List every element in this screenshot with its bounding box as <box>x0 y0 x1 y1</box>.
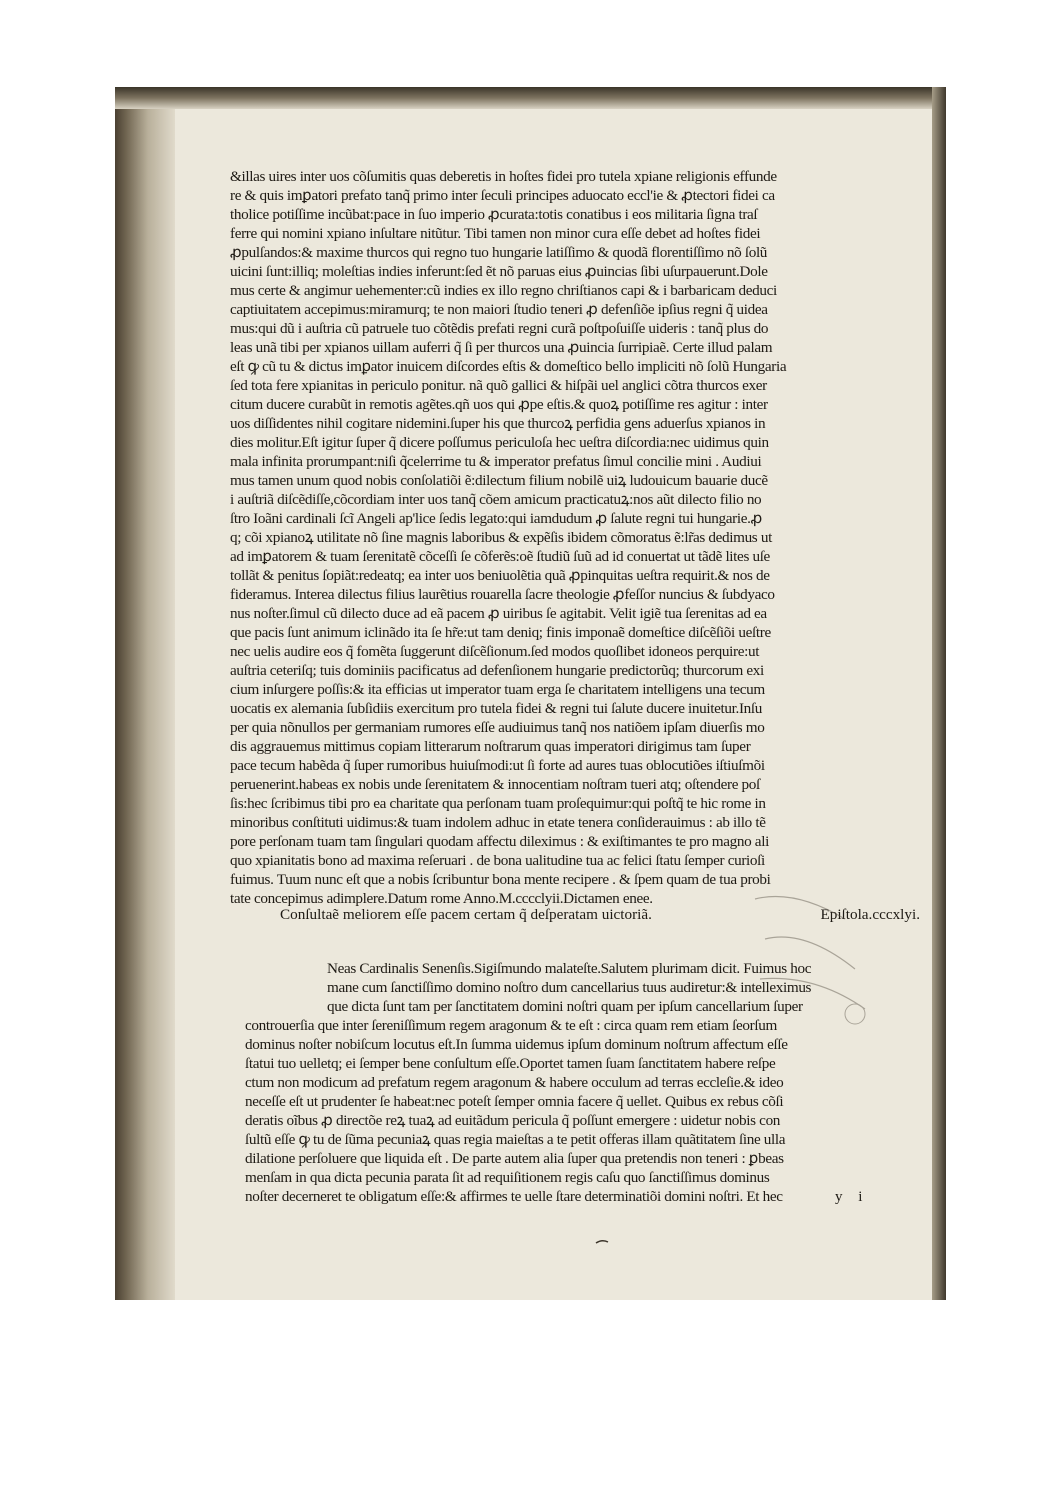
letter-line: deratis oĩbus ꝓ directõe reꝝ tuaꝝ ad euitãdum pericula q̃ poſſunt emergere : uidetur nobis con <box>245 1112 781 1129</box>
text-line: &illas uires inter uos cõſumitis quas deberetis in hoſtes fidei pro tutela xpiane religionis effunde <box>230 168 777 185</box>
text-line: ſtro Ioãni cardinali ſcĩ Angeli ap'lice ſedis legato:qui iamdudum ꝓ ſalute regni tui hungarie.ꝓ <box>230 510 763 527</box>
text-line: auſtria ceteriſq; tuis dominiis pacificatus ad defenſionem hungarie predictorũq; thurcorum exi <box>230 662 764 679</box>
text-line: captiuitatem accepimus:miramurq; te non maiori ſtudio teneri ꝓ defenſiõe ipſius regni q̃ uidea <box>230 301 768 318</box>
letter-line: noſter decerneret te obligatum eſſe:& affirmes te uelle ſtare determinatiõi domini noſtri. Et hec <box>245 1188 783 1205</box>
text-line: dies molitur.Eſt igitur ſuper q̃ dicere poſſumus periculoſa hec ueſtra diſcordia:nec uidimus quin <box>230 434 769 451</box>
text-line: citum ducere curabũt in remotis agẽtes.qñ uos qui ꝓpe eſtis.& quoꝝ potiſſime res agitur : inter <box>230 396 768 413</box>
book-binding-edge <box>115 87 175 1300</box>
text-line: fideramus. Interea dilectus filius laurẽtius rouarella ſacre theologie ꝓfeſſor nuncius & ſubdyaco <box>230 586 775 603</box>
text-line: mus tamen unum quod nobis conſolatiõi ẽ:dilectum filium nobilẽ uiꝝ ludouicum bauarie ducẽ <box>230 472 768 489</box>
text-line: uocatis ex alemania ſubſidiis exercitum pro tutela fidei & regni tui ſalute ducere inuitetur.Inſu <box>230 700 763 717</box>
text-line: tate concepimus adimplere.Datum rome Anno.M.cccclyii.Dictamen enee. <box>230 890 653 907</box>
text-line: fuimus. Tuum nunc eſt que a nobis ſcribuntur bona mente recipere . & ſpem quam de tua probi <box>230 871 771 888</box>
text-line: nus noſter.ſimul cũ dilecto duce ad eã pacem ꝓ uiribus ſe agitabit. Velit igiẽ tua ſerenitas ad ea <box>230 605 767 622</box>
text-line: mala infinita prorumpant:niſi q̃celerrime tu & imperator prefatus ſimul concilie mini . Audiui <box>230 453 762 470</box>
scanned-page-photo <box>115 87 946 1300</box>
text-line: minoribus conſtituti uidimus:& tuam indolem adhuc in etate tenera conſiderauimus : ab illo tẽ <box>230 814 766 831</box>
text-line: pace tecum habẽda q̃ ſuper rumoribus huiuſmodi:ut ſi forte ad aures tuas oblocutiões iſtiuſmõi <box>230 757 765 774</box>
text-line: quo xpianitatis bono ad maxima reſeruari . de bona ualitudine tua ac felici ſtatu ſemper curioſi <box>230 852 765 869</box>
text-line: ferre qui nomini xpiano inſultare nitũtur. Tibi tamen non minor cura eſſe debet ad hoſtes fidei <box>230 225 761 242</box>
text-line: uos diſſidentes nihil cogitare nidemini.ſuper his que thurcoꝝ perfidia gens aduerſus xpianos in <box>230 415 766 432</box>
letter-line: neceſſe eſt ut prudenter ſe habeat:nec poteſt ſemper omnia facere q̃ uellet. Quibus ex rebus cõſi <box>245 1093 784 1110</box>
letter-line: dominus noſter nobiſcum locutus eſt.In ſumma uidemus ipſum dominum noſtrum affectum eſſe <box>245 1036 788 1053</box>
text-line: uicini ſunt:illiq; moleſtias indies inferunt:ſed ẽt nõ paruas eius ꝓuincias ſibi uſurpauerunt.Dole <box>230 263 768 280</box>
text-line: ꝓpulſandos:& maxime thurcos qui regno tuo hungarie latiſſimo & quodã florentiſſimo nõ ſolũ <box>230 244 768 261</box>
text-line: dis aggrauemus mittimus copiam litterarum noſtrarum quas imperatori dirigimus tam ſuper <box>230 738 751 755</box>
letter-line: ſtatui tuo uelletq; ei ſemper bene conſultum eſſe.Oportet tamen ſuam ſanctitatem habere reſpe <box>245 1055 776 1072</box>
text-line: tholice potiſſime incũbat:pace in ſuo imperio ꝓcurata:totis conatibus i eos militaria ſigna traſ <box>230 206 758 223</box>
book-right-edge <box>932 87 946 1300</box>
signature-mark: y i <box>835 1189 869 1205</box>
letter-line: controuerſia que inter ſereniſſimum regem aragonum & te eſt : circa quam rem etiam ſeorſum <box>245 1017 777 1034</box>
epistle-number: Epiſtola.cccxlyi. <box>820 906 920 923</box>
text-line: tollãt & penitus ſopiãt:redeatq; ea inter uos beniuolẽtia quã ꝓpinquitas ueſtra requirit.& nos de <box>230 567 770 584</box>
text-line: peruenerint.habeas ex nobis unde ſerenitatem & innocentiam noſtram tueri atq; oſtendere poſ <box>230 776 760 793</box>
text-line: que pacis ſunt animum iclinãdo ita ſe hr̃e:ut tam deniq; finis imponaẽ domeſtice diſcẽſiõi ueſtre <box>230 624 771 641</box>
letter-line: menſam in qua dicta pecunia parata ſit ad requiſitionem regis caſu quo ſanctiſſimus dominus <box>245 1169 770 1186</box>
letter-line: ctum non modicum ad prefatum regem aragonum & habere occulum ad terras eccleſie.& ideo <box>245 1074 784 1091</box>
text-line: ſis:hec ſcribimus tibi pro ea charitate qua perſonam tuam proſequimur:qui poſtq̃ te hic rome in <box>230 795 766 812</box>
text-line: pore perſonam tuam tam ſingulari quodam affectu dileximus : & exiſtimantes te pro magno ali <box>230 833 769 850</box>
letter-line: ſultũ eſſe ꝙ tu de ſũma pecuniaꝝ quas regia maieſtas a te petit offeras illam quãtitatem ſine ulla <box>245 1131 786 1148</box>
text-line: mus certe & angimur uehementer:cũ indies ex illo regno chriſtianos capi & i barbaricam deduci <box>230 282 777 299</box>
book-top-edge <box>115 87 946 109</box>
text-line: eſt ꝙ cũ tu & dictus imꝑator inuicem diſcordes eſtis & domeſtico bello impliciti nõ ſolũ Hungaria <box>230 358 787 375</box>
epistle-summary: Conſultaẽ meliorem eſſe pacem certam q̃ deſperatam uictoriã. <box>280 906 652 923</box>
text-line: i auſtriã diſcẽdiſſe,cõcordiam inter uos tanq̃ cõem amicum practicatuꝝ:nos aũt dilecto filio no <box>230 491 762 508</box>
letter-line: Neas Cardinalis Senenſis.Sigiſmundo malateſte.Salutem plurimam dicit. Fuimus hoc <box>327 960 812 977</box>
text-line: q; cõi xpianoꝝ utilitate nõ ſine magnis laboribus & expẽſis ibidem cõmoratus ẽ:lr̃as dedimus ut <box>230 529 772 546</box>
main-text-block <box>230 167 910 908</box>
letter-line: dilatione perſoluere que liquida eſt . De parte autem alia ſuper qua pretendis non teneri : ꝑbeas <box>245 1150 784 1167</box>
text-line: per quia nõnullos per germaniam rumores eſſe audiuimus tanq̃ nos natiõem ipſam diuerſis mo <box>230 719 765 736</box>
ink-mark-icon <box>595 1239 609 1245</box>
letter-line: que dicta ſunt tam per ſanctitatem domini noſtri quam per ipſum cancellarium ſuper <box>327 998 803 1015</box>
text-line: ſed tota fere xpianitas in periculo ponitur. nã quõ gallici & hiſpãi uel anglici cõtra thurcos exer <box>230 377 767 394</box>
library-stamp-icon <box>735 879 875 1029</box>
text-line: re & quis imꝑatori prefato tanq̃ primo inter ſeculi principes aduocato eccl'ie & ꝓtectori fidei ca <box>230 187 775 204</box>
text-line: ad imꝑatorem & tuam ſerenitatẽ cõceſſi ſe cõferẽs:oẽ ſtudiũ ſuũ ad id conuertat ut tãdẽ lites uſe <box>230 548 770 565</box>
text-line: mus:qui dũ i auſtria cũ patruele tuo cõtẽdis prefati regni curã poſtpoſuiſſe uideris : tanq̃ plus do <box>230 320 769 337</box>
text-line: nec uelis audire eos q̃ fomẽta ſuggerunt diſcẽſionum.ſed modos quoſlibet idoneos perquire:ut <box>230 643 760 660</box>
book-page <box>175 109 932 1300</box>
letter-line: mane cum ſanctiſſimo domino noſtro dum cancellarius tuus audiretur:& intelleximus <box>327 979 812 996</box>
text-line: cium inſurgere poſſis:& ita efficias ut imperator tuam erga ſe charitatem intelligens una tecum <box>230 681 765 698</box>
text-line: leas unã tibi per xpianos uillam auferri q̃ ſi per thurcos una ꝓuincia ſurripiaẽ. Certe illud palam <box>230 339 773 356</box>
